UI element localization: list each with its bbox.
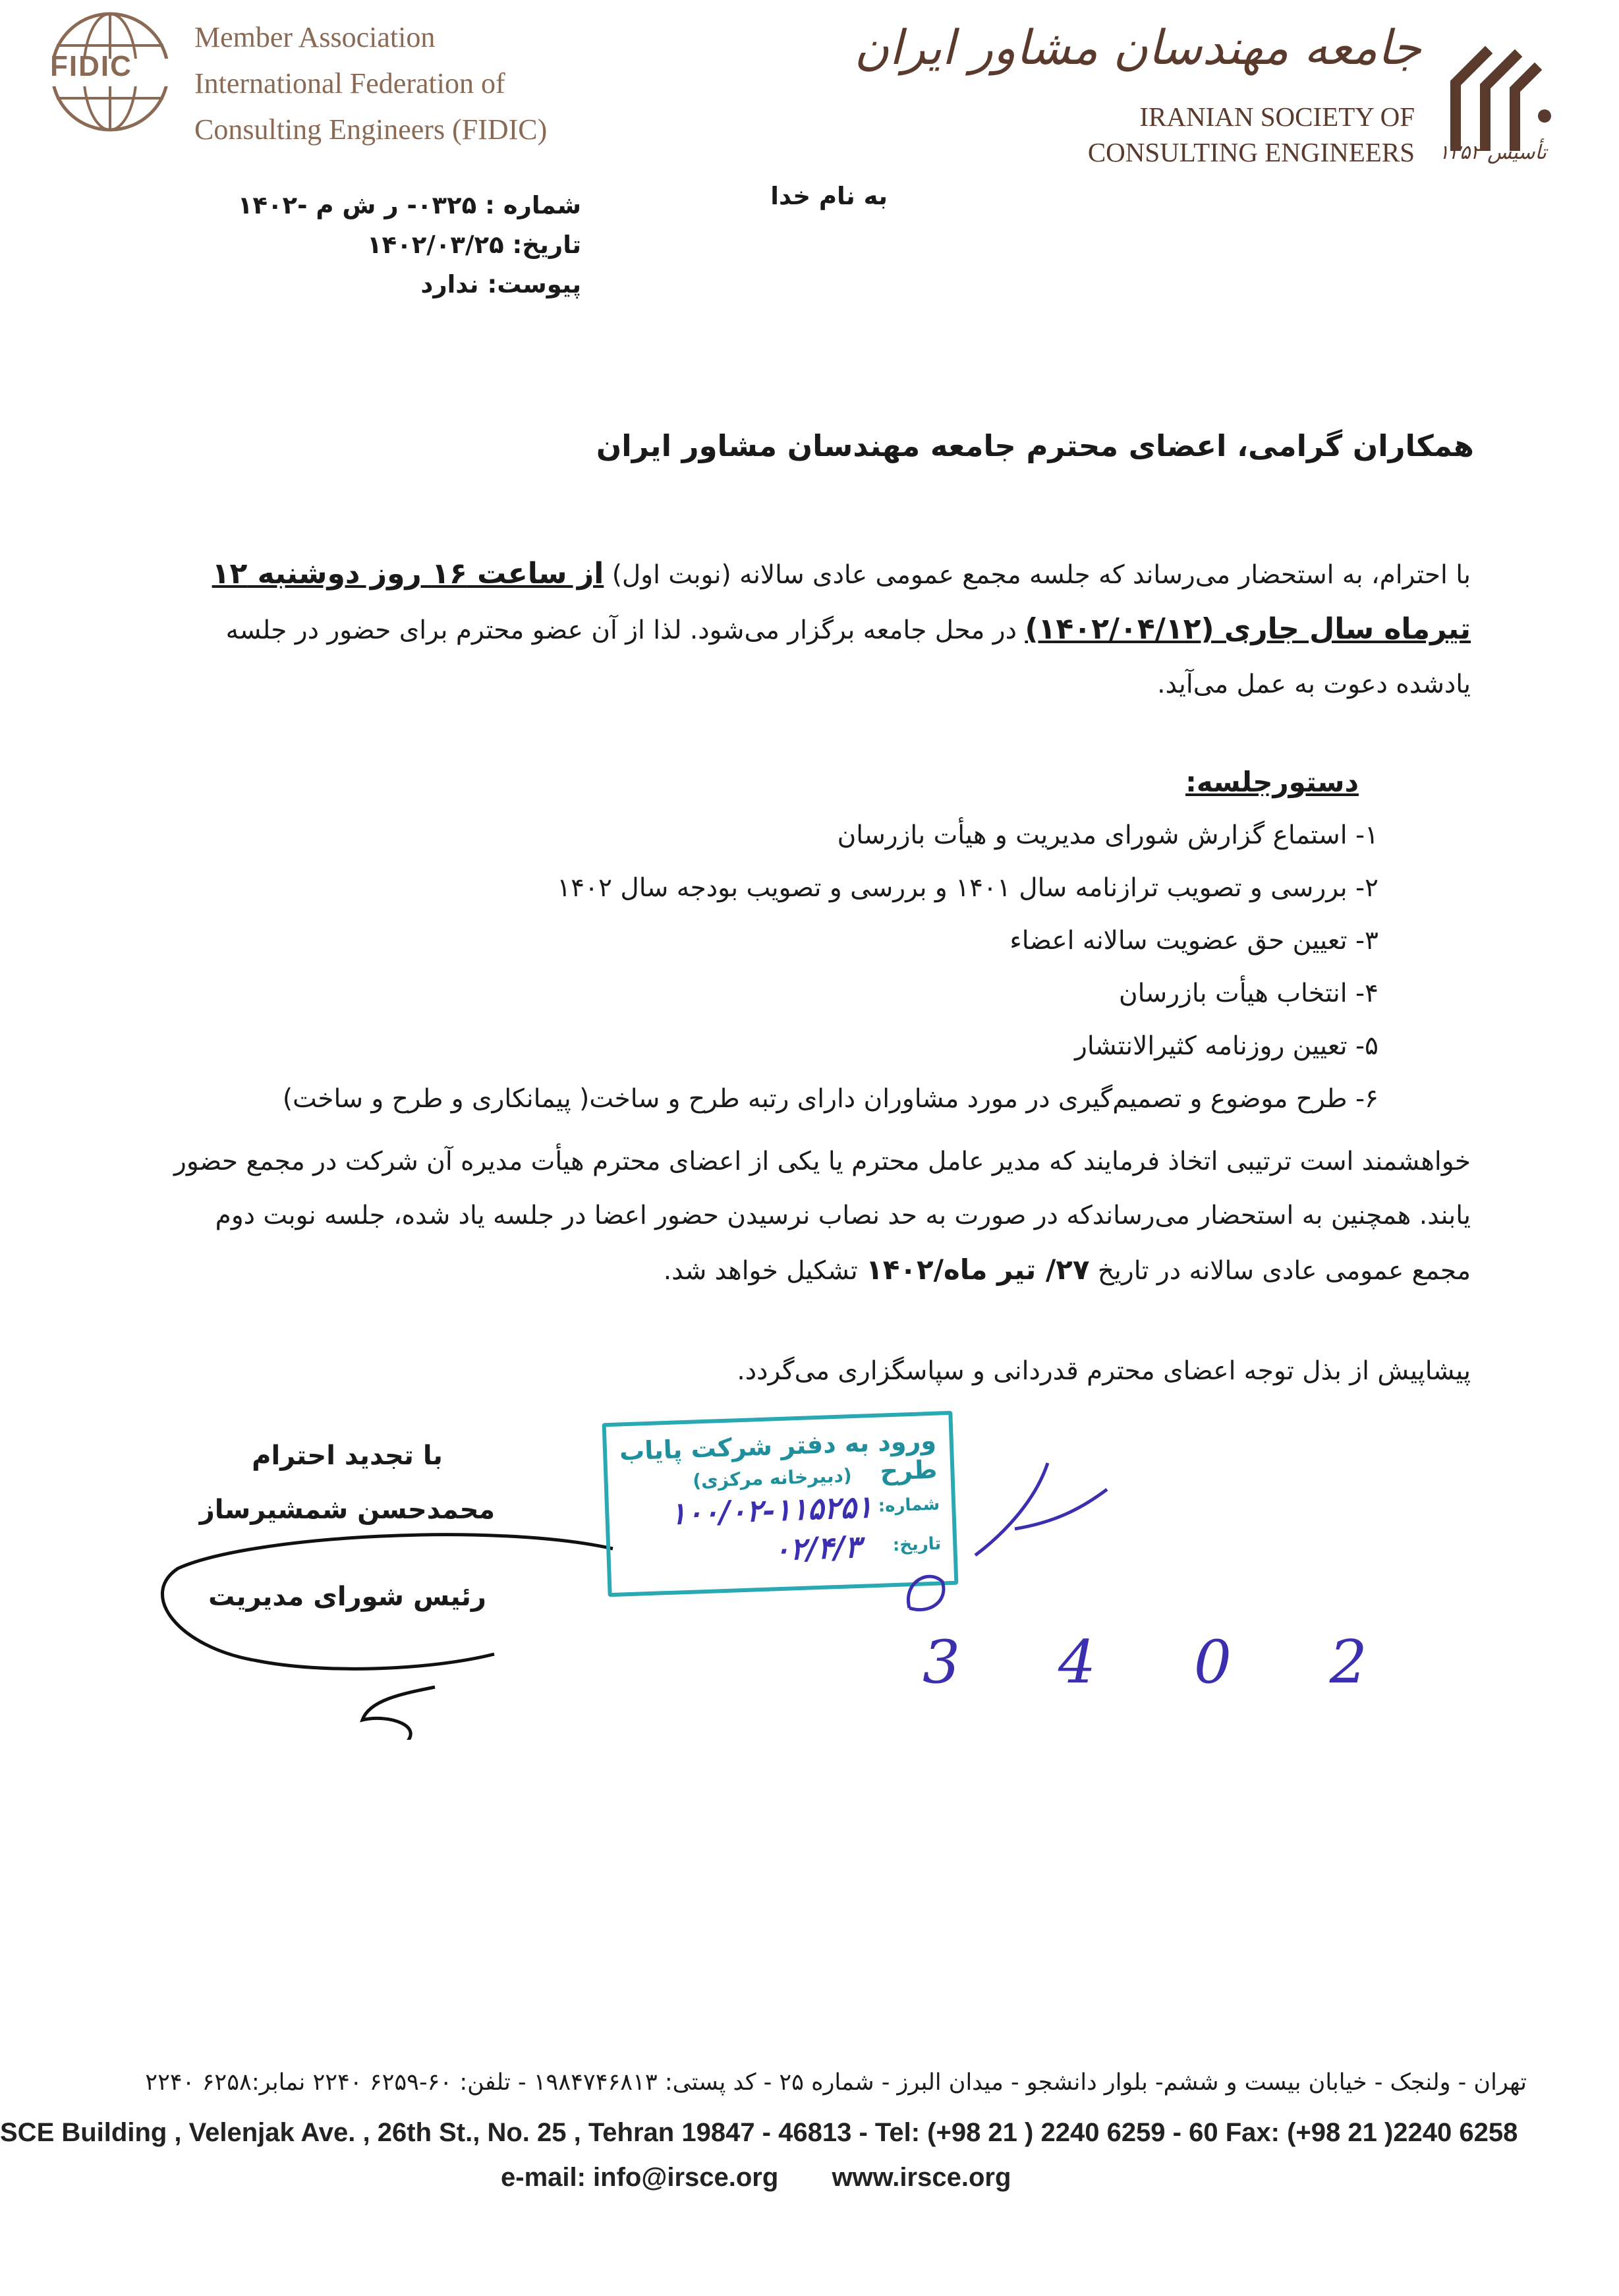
irsce-line-1: IRANIAN SOCIETY OF xyxy=(1139,101,1415,132)
stamp-date-value: ۰۲/۴/۳ xyxy=(773,1528,862,1568)
meeting-datetime: از ساعت ۱۶ روز دوشنبه ۱۲ تیرماه سال جاری (۱۴۰۲/۰۴/۱۲) xyxy=(212,557,1471,646)
irsce-title-en xyxy=(1088,99,1415,170)
agenda-list xyxy=(127,809,1378,1126)
fidic-line-2: International Federation of xyxy=(194,67,505,100)
handwritten-annotation xyxy=(883,1450,1252,1753)
paragraph-attendance-part-2: تشکیل خواهد شد. xyxy=(663,1256,866,1286)
handwritten-numbers: 3 4 0 2 xyxy=(923,1628,1407,1697)
agenda-item: ۲- بررسی و تصویب ترازنامه سال ۱۴۰۱ و بررسی و تصویب بودجه سال ۱۴۰۲ xyxy=(557,873,1378,903)
footer-contact xyxy=(501,2163,1057,2193)
paragraph-invitation xyxy=(166,547,1471,712)
irsce-title-fa: جامعه مهندسان مشاور ایران xyxy=(854,20,1421,75)
letter-date: تاریخ: ۱۴۰۲/۰۳/۲۵ xyxy=(366,231,581,259)
fidic-line-3: Consulting Engineers (FIDIC) xyxy=(194,113,548,146)
paragraph-invitation-part-1: با احترام، به استحضار می‌رساند که جلسه مجمع عمومی عادی سالانه (نوبت اول) xyxy=(604,560,1471,590)
stamp-number-value: ۱۰۰/۰۲-۱۱۵۲۵۱ xyxy=(669,1489,874,1532)
handwritten-signature xyxy=(152,1529,679,1740)
footer-email[interactable]: e-mail: info@irsce.org xyxy=(501,2163,779,2192)
stamp-company: ورود به دفتر شرکت پایاب طرح xyxy=(619,1425,938,1486)
footer-address-en: SCE Building , Velenjak Ave. , 26th St., No. 25 , Tehran 19847 - 46813 - Tel: (+98 21 ) 2240 6259 - 60 Fax: (+98 21 )2240 6258 xyxy=(0,2118,1518,2147)
footer-address-fa: تهران - ولنجک - خیابان بیست و ششم- بلوار دانشجو - میدان البرز - شماره ۲۵ - کد پستی: ۱۹۸۴۷۴۶۸۱۳ - تلفن: ۶۰-۶۲۵۹ ۲۲۴۰ نمابر:۶۲۵۸ ۲۲۴۰ xyxy=(145,2069,1527,2096)
agenda-item: ۶- طرح موضوع و تصمیم‌گیری در مورد مشاوران دارای رتبه طرح و ساخت( پیمانکاری و طرح و ساخت) xyxy=(282,1084,1378,1114)
letter-addressee: همکاران گرامی، اعضای محترم جامعه مهندسان مشاور ایران xyxy=(596,428,1474,463)
fidic-line-1: Member Association xyxy=(194,21,436,53)
letter-attachment: پیوست: ندارد xyxy=(420,270,581,299)
stamp-number-label: شماره: xyxy=(878,1494,940,1516)
bename-heading: به نام خدا xyxy=(770,182,888,210)
footer-website[interactable]: www.irsce.org xyxy=(832,2163,1011,2192)
agenda-item: ۱- استماع گزارش شورای مدیریت و هیأت بازرسان xyxy=(837,820,1378,850)
signature-name: محمدحسن شمشیرساز xyxy=(199,1495,496,1525)
agenda-title: دستورجلسه: xyxy=(1185,766,1359,798)
agenda-item: ۴- انتخاب هیأت بازرسان xyxy=(1119,979,1378,1008)
agenda-item: ۵- تعیین روزنامه کثیرالانتشار xyxy=(1075,1031,1378,1061)
letter-meta xyxy=(238,186,581,304)
paragraph-invitation-part-2: در محل جامعه برگزار می‌شود. لذا از آن عضو محترم برای حضور در جلسه یادشده دعوت به عمل می‌آید. xyxy=(225,616,1471,699)
fidic-header xyxy=(194,14,547,153)
irsce-logo xyxy=(1436,24,1554,156)
fidic-logo-text: FIDIC xyxy=(50,50,132,82)
agenda-item: ۳- تعیین حق عضویت سالانه اعضاء xyxy=(1009,926,1378,956)
second-meeting-date: ۲۷/ تیر ماه/۱۴۰۲ xyxy=(866,1253,1090,1286)
paragraph-attendance-part-1: خواهشمند است ترتیبی اتخاذ فرمایند که مدیر عامل محترم یا یکی از اعضای محترم هیأت مدیره آن شرکت در مجمع حضور یابند. همچنین به استحضار می‌رساندکه در صورت به حد نصاب نرسیدن حضور اعضا در جلسه یاد شده، جلسه نوبت دوم مجمع عمومی عادی سالانه در تاریخ xyxy=(174,1147,1471,1286)
irsce-founded: تأسیس ۱۳۵۲ xyxy=(1438,141,1547,164)
stamp-department: (دبیرخانه مرکزی) xyxy=(692,1464,853,1492)
stamp-date-label: تاریخ: xyxy=(892,1534,942,1556)
signature-closing: با تجدید احترام xyxy=(252,1441,443,1471)
paragraph-thanks: پیشاپیش از بذل توجه اعضای محترم قدردانی و سپاسگزاری می‌گردد. xyxy=(737,1356,1471,1386)
letter-number: شماره : ۰۳۲۵- ر ش م -۱۴۰۲ xyxy=(237,191,581,219)
paragraph-attendance xyxy=(166,1135,1471,1298)
signature-title: رئیس شورای مدیریت xyxy=(208,1582,486,1612)
irsce-line-2: CONSULTING ENGINEERS xyxy=(1087,137,1415,167)
